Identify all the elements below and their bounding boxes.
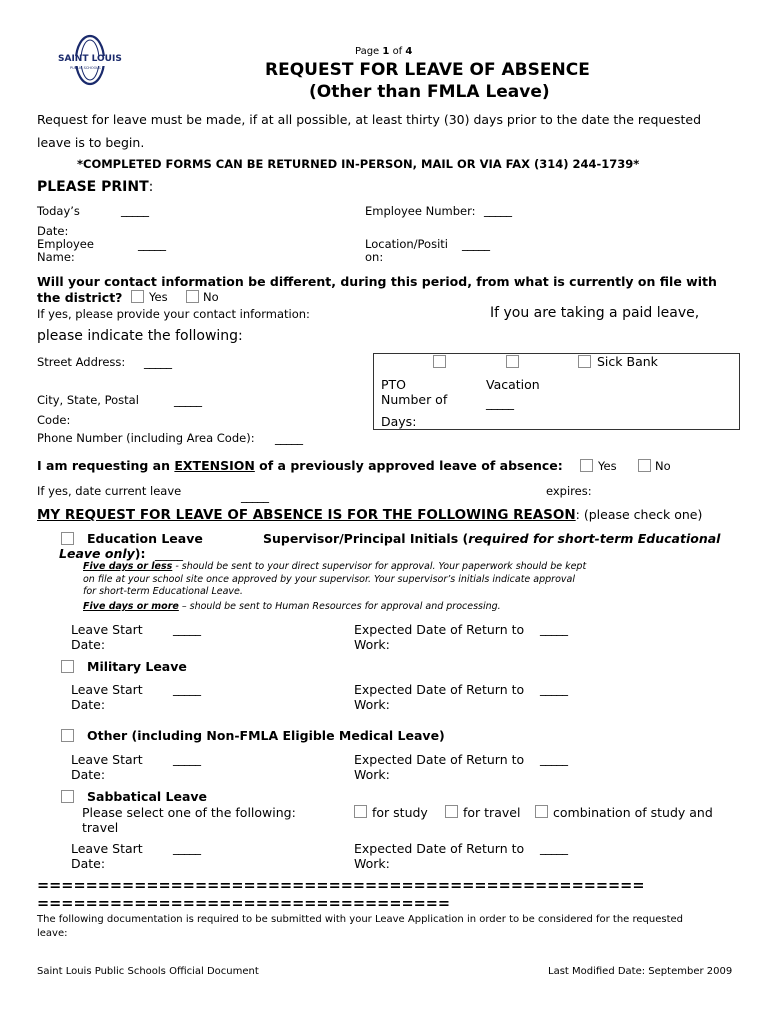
location-label-1: Location/Positi (365, 237, 448, 251)
extension-yes-label: Yes (598, 459, 617, 473)
edu-return-label-2: Work: (354, 637, 390, 652)
for-travel-label: for travel (463, 805, 521, 820)
sabbatical-travel-wrap: travel (82, 820, 119, 835)
five-more-note (83, 601, 501, 612)
supervisor-initials-label (263, 531, 720, 546)
five-less-label: Five days or less (83, 561, 173, 572)
military-leave-label: Military Leave (87, 659, 187, 674)
employee-name-label-1: Employee (37, 237, 94, 251)
combination-checkbox[interactable] (535, 805, 548, 818)
form-subtitle: (Other than FMLA Leave) (309, 82, 550, 102)
extension-question (37, 458, 563, 473)
sab-start-label-2: Date: (71, 856, 106, 871)
contact-question-2: the district? (37, 290, 123, 305)
pto-label: PTO (381, 377, 407, 392)
mil-return-field[interactable]: _____ (540, 682, 568, 696)
mil-start-label-2: Date: (71, 697, 106, 712)
number-of-days-field[interactable]: _____ (486, 396, 514, 410)
other-leave-label: Other (including Non-FMLA Eligible Medical Leave) (87, 728, 445, 743)
form-title: REQUEST FOR LEAVE OF ABSENCE (265, 60, 590, 80)
reason-check-one: : (please check one) (575, 507, 703, 522)
mil-return-label-1: Expected Date of Return to (354, 682, 525, 697)
page-indicator (355, 46, 412, 57)
sab-return-label-2: Work: (354, 856, 390, 871)
footer-right: Last Modified Date: September 2009 (548, 966, 733, 977)
other-return-label-2: Work: (354, 767, 390, 782)
employee-number-label: Employee Number: (365, 204, 476, 218)
street-address-label: Street Address: (37, 355, 126, 369)
for-study-checkbox[interactable] (354, 805, 367, 818)
leave-only-label (59, 546, 146, 561)
city-field[interactable]: _____ (174, 393, 202, 407)
intro-line-1: Request for leave must be made, if at all possible, at least thirty (30) days prior to the date the requested (37, 112, 702, 127)
paid-leave-prompt: If you are taking a paid leave, (490, 305, 700, 321)
education-leave-checkbox[interactable] (61, 532, 74, 545)
mil-start-field[interactable]: _____ (173, 682, 201, 696)
edu-return-label-1: Expected Date of Return to (354, 622, 525, 637)
documentation-line-1: The following documentation is required to be submitted with your Leave Application in order to be considered for the requested (37, 914, 684, 925)
combination-label: combination of study and (553, 805, 713, 820)
paid-leave-indicate: please indicate the following: (37, 328, 243, 344)
mil-start-label-1: Leave Start (71, 682, 143, 697)
page-of: of (392, 46, 403, 57)
extension-date-field[interactable]: _____ (241, 489, 269, 503)
edu-start-label-1: Leave Start (71, 622, 143, 637)
logo-text: SAINT LOUIS (58, 54, 122, 64)
edu-start-field[interactable]: _____ (173, 622, 201, 636)
footer-left: Saint Louis Public Schools Official Document (37, 966, 259, 977)
please-print-colon: : (148, 179, 154, 195)
contact-yes-label: Yes (149, 290, 168, 304)
vacation-checkbox[interactable] (506, 355, 519, 368)
extension-no-checkbox[interactable] (638, 459, 651, 472)
location-field[interactable]: _____ (462, 237, 490, 251)
please-print (37, 179, 153, 195)
sabbatical-leave-checkbox[interactable] (61, 790, 74, 803)
logo-subtext: PUBLIC SCHOOLS (70, 66, 101, 70)
todays-date-label-2: Date: (37, 224, 69, 238)
five-less-note (83, 561, 586, 572)
extension-word: EXTENSION (174, 458, 255, 473)
city-label-1: City, State, Postal (37, 393, 139, 407)
sab-return-field[interactable]: _____ (540, 841, 568, 855)
supervisor-initials-field[interactable]: _____ (155, 547, 183, 561)
reason-heading (37, 507, 702, 523)
sab-start-label-1: Leave Start (71, 841, 143, 856)
intro-line-2: leave is to begin. (37, 135, 145, 150)
page-label: Page (355, 46, 380, 57)
five-less-note-2: on file at your school site once approved by your supervisor. Your supervisor’s initials indicate approval (83, 574, 575, 585)
five-less-text: - should be sent to your direct supervisor for approval. Your paperwork should be kept (172, 561, 587, 572)
phone-label: Phone Number (including Area Code): (37, 431, 255, 445)
sabbatical-select-label: Please select one of the following: (82, 805, 296, 820)
pto-checkbox[interactable] (433, 355, 446, 368)
for-study-label: for study (372, 805, 428, 820)
documentation-line-2: leave: (37, 928, 68, 939)
contact-no-label: No (203, 290, 219, 304)
extension-no-label: No (655, 459, 671, 473)
extension-pre: I am requesting an (37, 458, 175, 473)
location-label-2: on: (365, 250, 384, 264)
supervisor-initials-text: Supervisor/Principal Initials ( (263, 531, 469, 546)
other-return-field[interactable]: _____ (540, 752, 568, 766)
leave-only-text: Leave only (59, 546, 135, 561)
five-more-text: – should be sent to Human Resources for approval and processing. (178, 601, 501, 612)
sab-return-label-1: Expected Date of Return to (354, 841, 525, 856)
phone-field[interactable]: _____ (275, 431, 303, 445)
extension-post: of a previously approved leave of absence: (254, 458, 563, 473)
page-number: 1 (382, 46, 390, 57)
return-instructions: *COMPLETED FORMS CAN BE RETURNED IN-PERSON, MAIL OR VIA FAX (314) 244-1739* (77, 157, 640, 171)
sick-bank-label: Sick Bank (597, 354, 658, 369)
mil-return-label-2: Work: (354, 697, 390, 712)
five-more-label: Five days or more (83, 601, 179, 612)
other-start-label-2: Date: (71, 767, 106, 782)
reason-heading-text: MY REQUEST FOR LEAVE OF ABSENCE IS FOR THE FOLLOWING REASON (37, 507, 576, 523)
five-less-note-3: for short-term Educational Leave. (83, 586, 243, 597)
separator-line-2: ================================== (37, 896, 451, 912)
separator-line-1: ================================================== (37, 878, 645, 894)
number-of-label: Number of (381, 392, 448, 407)
edu-start-label-2: Date: (71, 637, 106, 652)
employee-name-field[interactable]: _____ (138, 237, 166, 251)
page-total: 4 (405, 46, 413, 57)
extension-yes-checkbox[interactable] (580, 459, 593, 472)
other-start-field[interactable]: _____ (173, 752, 201, 766)
district-logo (56, 34, 124, 86)
edu-return-field[interactable]: _____ (540, 622, 568, 636)
other-leave-checkbox[interactable] (61, 729, 74, 742)
other-return-label-1: Expected Date of Return to (354, 752, 525, 767)
vacation-label: Vacation (486, 377, 540, 392)
for-travel-checkbox[interactable] (445, 805, 458, 818)
todays-date-field[interactable]: _____ (121, 203, 149, 217)
military-leave-checkbox[interactable] (61, 660, 74, 673)
other-start-label-1: Leave Start (71, 752, 143, 767)
contact-question: Will your contact information be different, during this period, from what is currently on file with (37, 274, 717, 289)
supervisor-required-text: required for short-term Educational (468, 531, 721, 546)
city-label-2: Code: (37, 413, 71, 427)
sab-start-field[interactable]: _____ (173, 841, 201, 855)
contact-no-checkbox[interactable] (186, 290, 199, 303)
employee-number-field[interactable]: _____ (484, 203, 512, 217)
please-print-label: PLEASE PRINT (37, 179, 149, 195)
extension-expires-label: expires: (546, 484, 592, 498)
street-address-field[interactable]: _____ (144, 355, 172, 369)
contact-if-yes: If yes, please provide your contact information: (37, 307, 310, 321)
employee-name-label-2: Name: (37, 250, 75, 264)
sabbatical-leave-label: Sabbatical Leave (87, 789, 208, 804)
sick-bank-checkbox[interactable] (578, 355, 591, 368)
contact-yes-checkbox[interactable] (131, 290, 144, 303)
days-label: Days: (381, 414, 417, 429)
education-leave-label: Education Leave (87, 531, 203, 546)
leave-only-close: ): (134, 546, 146, 561)
todays-date-label-1: Today’s (37, 204, 80, 218)
extension-date-label: If yes, date current leave (37, 484, 182, 498)
